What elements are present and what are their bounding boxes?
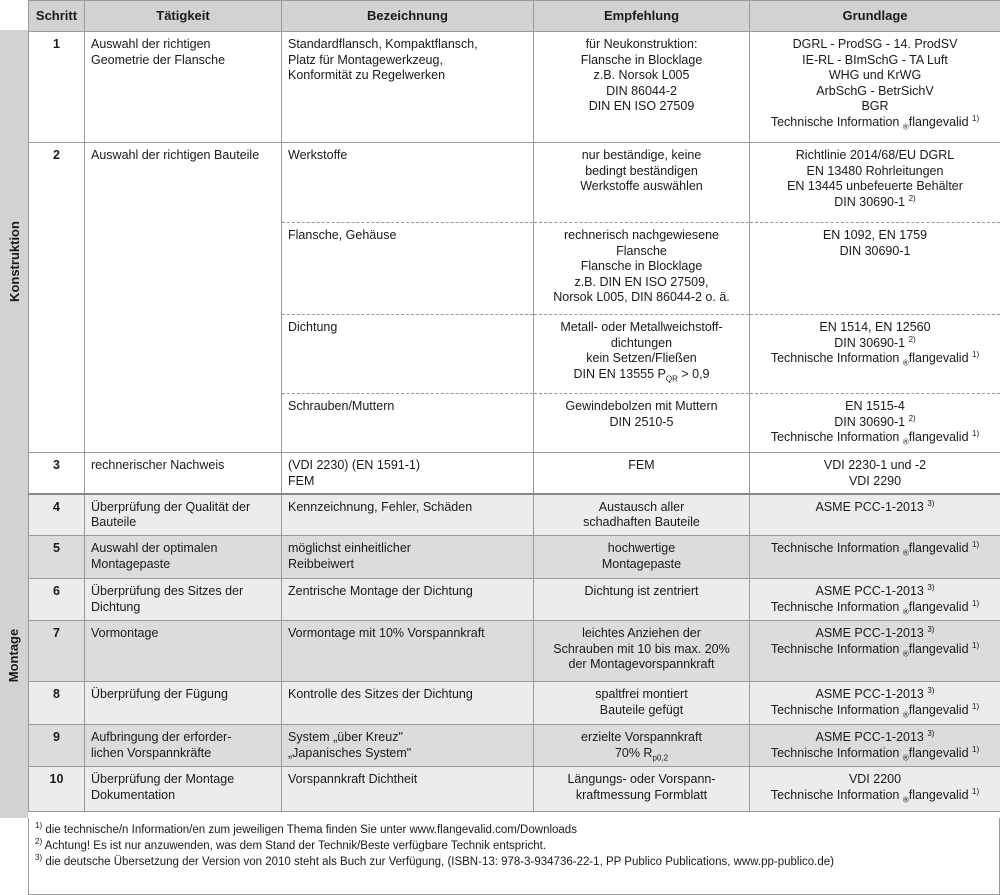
taetigkeit-cell: Überprüfung der Qualität der Bauteile (85, 494, 282, 536)
step-number: 6 (29, 579, 85, 621)
grundlage-cell: DGRL - ProdSG - 14. ProdSV IE-RL - BImSchG - TA Luft WHG und KrWG ArbSchG - BetrSichV BGR Technische Information $_®$flangevalid $^{1)}$ (750, 32, 1000, 143)
bezeichnung-cell: Schrauben/Muttern (282, 394, 534, 453)
grundlage-cell: VDI 2200 Technische Information $_®$flangevalid $^{1)}$ (750, 767, 1000, 812)
footnote-1: $^{1)}$ die technische/n Information/en zum jeweiligen Thema finden Sie unter www.flangevalid.com/Downloads (35, 821, 577, 836)
bezeichnung-cell: Zentrische Montage der Dichtung (282, 579, 534, 621)
header-empfehlung: Empfehlung (534, 1, 750, 32)
empfehlung-cell: leichtes Anziehen der Schrauben mit 10 bis max. 20% der Montagevorspannkraft (534, 621, 750, 682)
empfehlung-cell: Austausch aller schadhaften Bauteile (534, 494, 750, 536)
footnotes (28, 818, 1000, 895)
step-number: 9 (29, 725, 85, 767)
empfehlung-cell: Metall- oder Metallweichstoff- dichtungen kein Setzen/Fließen DIN EN 13555 $P_{QR} > 0,9$ (534, 315, 750, 394)
table-row (29, 32, 1000, 143)
grundlage-cell: EN 1515-4 DIN 30690-1 $^{2)}$ Technische Information $_®$flangevalid $^{1)}$ (750, 394, 1000, 453)
footnote-3: $^{3)}$ die deutsche Übersetzung der Version von 2010 steht als Buch zur Verfügung, (ISBN-13: 978-3-934736-22-1, PP Publico Publications, www.pp-publico.de) (35, 853, 834, 868)
grundlage-cell: Richtlinie 2014/68/EU DGRL EN 13480 Rohrleitungen EN 13445 unbefeuerte Behälter DIN 30690-1 $^{2)}$ (750, 143, 1000, 223)
header-schritt: Schritt (29, 1, 85, 32)
header-grundlage: Grundlage (750, 1, 1000, 32)
step-number: 4 (29, 494, 85, 536)
header-row (29, 1, 1000, 32)
empfehlung-cell: hochwertige Montagepaste (534, 536, 750, 579)
bezeichnung-cell: Flansche, Gehäuse (282, 223, 534, 315)
grundlage-cell: Technische Information $_®$flangevalid $^{1)}$ (750, 536, 1000, 579)
bezeichnung-cell: Standardflansch, Kompaktflansch, Platz für Montagewerkzeug, Konformität zu Regelwerken (282, 32, 534, 143)
empfehlung-cell: Dichtung ist zentriert (534, 579, 750, 621)
grundlage-cell: VDI 2230-1 und -2 VDI 2290 (750, 453, 1000, 494)
table-row (29, 453, 1000, 494)
bezeichnung-cell: Kennzeichnung, Fehler, Schäden (282, 494, 534, 536)
empfehlung-cell: Gewindebolzen mit Muttern DIN 2510-5 (534, 394, 750, 453)
process-table (28, 0, 1000, 812)
empfehlung-cell: rechnerisch nachgewiesene Flansche Flansche in Blocklage z.B. DIN EN ISO 27509, Norsok L005, DIN 86044-2 o. ä. (534, 223, 750, 315)
taetigkeit-cell: Auswahl der richtigen Geometrie der Flansche (85, 32, 282, 143)
table-row (29, 767, 1000, 812)
taetigkeit-cell: Überprüfung der Montage Dokumentation (85, 767, 282, 812)
table-row (29, 143, 1000, 223)
taetigkeit-cell: Aufbringung der erforder- lichen Vorspannkräfte (85, 725, 282, 767)
table-row (29, 725, 1000, 767)
grundlage-cell: ASME PCC-1-2013 $^{3)}$ Technische Information $_®$flangevalid $^{1)}$ (750, 682, 1000, 725)
step-number: 10 (29, 767, 85, 812)
header-taetigkeit: Tätigkeit (85, 1, 282, 32)
grundlage-cell: ASME PCC-1-2013 $^{3)}$ Technische Information $_®$flangevalid $^{1)}$ (750, 725, 1000, 767)
table-row (29, 682, 1000, 725)
empfehlung-cell: nur beständige, keine bedingt beständigen Werkstoffe auswählen (534, 143, 750, 223)
side-label-montage: Montage (0, 492, 28, 818)
step-number: 3 (29, 453, 85, 494)
taetigkeit-cell: Vormontage (85, 621, 282, 682)
taetigkeit-cell: Auswahl der optimalen Montagepaste (85, 536, 282, 579)
empfehlung-cell: erzielte Vorspannkraft 70% $R_{p0,2}$ (534, 725, 750, 767)
step-number: 8 (29, 682, 85, 725)
bezeichnung-cell: System „über Kreuz" „Japanisches System" (282, 725, 534, 767)
empfehlung-cell: spaltfrei montiert Bauteile gefügt (534, 682, 750, 725)
bezeichnung-cell: Dichtung (282, 315, 534, 394)
grundlage-cell: ASME PCC-1-2013 $^{3)}$ Technische Information $_®$flangevalid $^{1)}$ (750, 579, 1000, 621)
footnote-2: $^{2)}$ Achtung! Es ist nur anzuwenden, was dem Stand der Technik/Beste verfügbare Technik entspricht. (35, 837, 547, 852)
bezeichnung-cell: Vormontage mit 10% Vorspannkraft (282, 621, 534, 682)
grundlage-cell: EN 1514, EN 12560 DIN 30690-1 $^{2)}$ Technische Information $_®$flangevalid $^{1)}$ (750, 315, 1000, 394)
table-row (29, 621, 1000, 682)
side-label-konstruktion: Konstruktion (0, 30, 28, 492)
taetigkeit-cell: Überprüfung der Fügung (85, 682, 282, 725)
empfehlung-cell: für Neukonstruktion: Flansche in Blocklage z.B. Norsok L005 DIN 86044-2 DIN EN ISO 27509 (534, 32, 750, 143)
bezeichnung-cell: Vorspannkraft Dichtheit (282, 767, 534, 812)
step-number: 2 (29, 143, 85, 453)
bezeichnung-cell: Werkstoffe (282, 143, 534, 223)
table-row (29, 494, 1000, 536)
table-row (29, 536, 1000, 579)
empfehlung-cell: Längungs- oder Vorspann- kraftmessung Formblatt (534, 767, 750, 812)
grundlage-cell: ASME PCC-1-2013 $^{3)}$ (750, 494, 1000, 536)
taetigkeit-cell: Auswahl der richtigen Bauteile (85, 143, 282, 453)
grundlage-cell: EN 1092, EN 1759 DIN 30690-1 (750, 223, 1000, 315)
step-number: 5 (29, 536, 85, 579)
empfehlung-cell: FEM (534, 453, 750, 494)
bezeichnung-cell: möglichst einheitlicher Reibbeiwert (282, 536, 534, 579)
step-number: 1 (29, 32, 85, 143)
taetigkeit-cell: rechnerischer Nachweis (85, 453, 282, 494)
step-number: 7 (29, 621, 85, 682)
taetigkeit-cell: Überprüfung des Sitzes der Dichtung (85, 579, 282, 621)
bezeichnung-cell: Kontrolle des Sitzes der Dichtung (282, 682, 534, 725)
grundlage-cell: ASME PCC-1-2013 $^{3)}$ Technische Information $_®$flangevalid $^{1)}$ (750, 621, 1000, 682)
table-row (29, 579, 1000, 621)
bezeichnung-cell: (VDI 2230) (EN 1591-1) FEM (282, 453, 534, 494)
header-bezeichnung: Bezeichnung (282, 1, 534, 32)
